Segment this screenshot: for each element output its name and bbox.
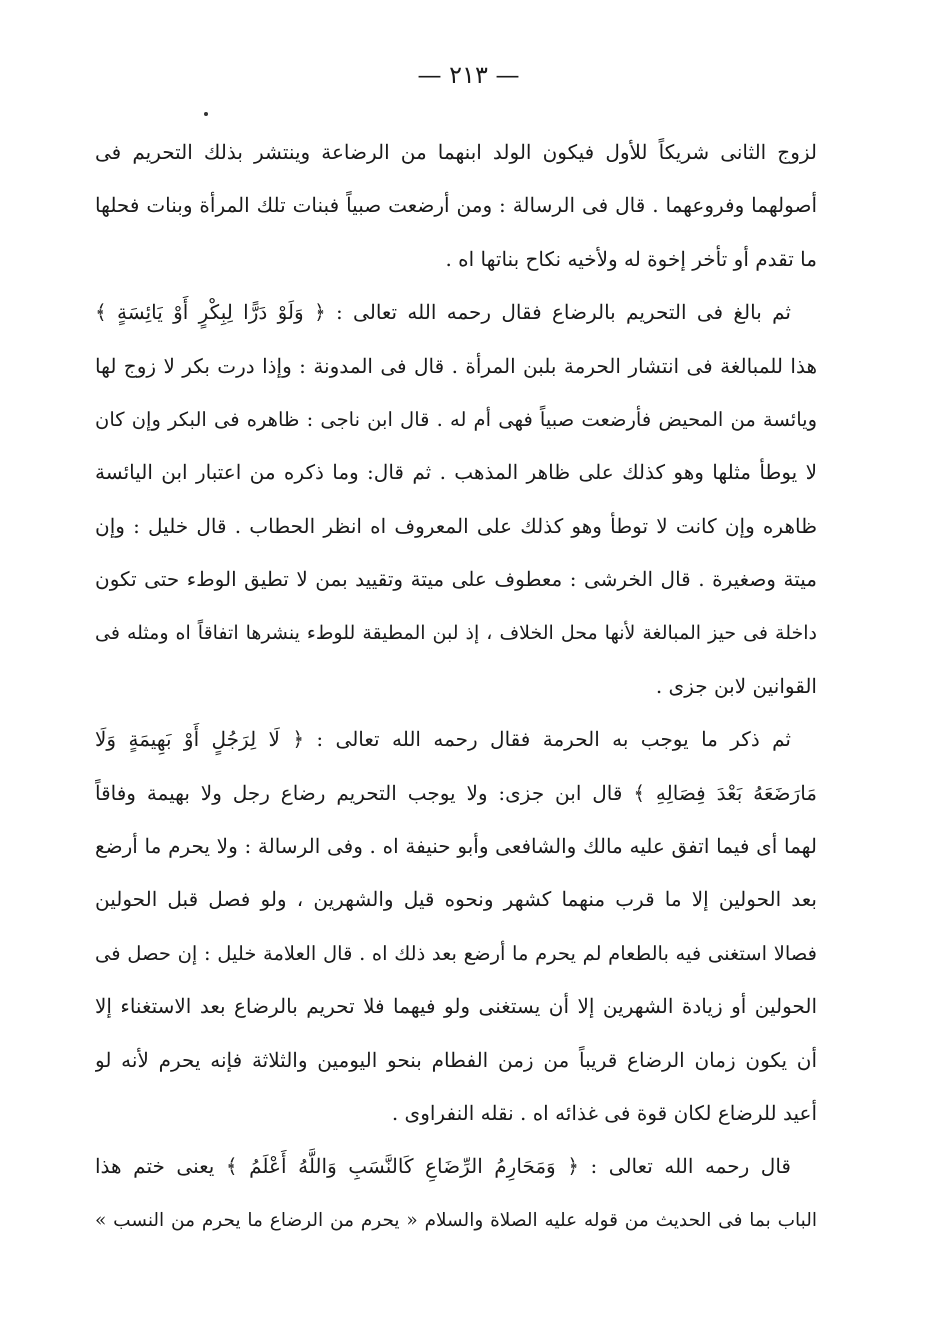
text-line: الباب بما فى الحديث من قوله عليه الصلاة والسلام « يحرم من الرضاع ما يحرم من النسب » bbox=[95, 1209, 817, 1231]
text-line: لا يوطأ مثلها وهو كذلك على ظاهر المذهب . ثم قال: وما ذكره من اعتبار ابن اليائسة bbox=[95, 460, 817, 485]
text-line: داخلة فى حيز المبالغة لأنها محل الخلاف ، إذ لبن المطيقة للوطء ينشرها اتفاقاً اه ومثله فى bbox=[95, 621, 817, 644]
body-text bbox=[95, 126, 817, 1247]
text-line: أن يكون زمان الرضاع قريباً من زمن الفطام بنحو اليومين والثلاثة فإنه يحرم لأنه لو bbox=[95, 1047, 817, 1072]
text-line: هذا للمبالغة فى انتشار الحرمة بلبن المرأة . قال فى المدونة : وإذا درت بكر لا زوج لها bbox=[95, 353, 817, 378]
text-line: بعد الحولين إلا ما قرب منهما كشهر ونحوه قيل والشهرين ، ولو فصل قبل الحولين bbox=[95, 887, 817, 912]
text-line: أعيد للرضاع لكان قوة فى غذائه اه . نقله النفراوى . bbox=[391, 1101, 817, 1126]
text-line: الحولين أو زيادة الشهرين إلا أن يستغنى ولو فيهما فلا تحريم بالرضاع بعد الاستغناء إلا bbox=[95, 994, 817, 1019]
text-line: لهما أى فيما اتفق عليه مالك والشافعى وأبو حنيفة اه . وفى الرسالة : ولا يحرم ما أرضع bbox=[95, 834, 817, 859]
text-line: مَارَضَعَهُ بَعْدَ فِصَالِهِ ﴾ قال ابن جزى: ولا يوجب التحريم رضاع رجل ولا بهيمة وفاقاً bbox=[95, 780, 817, 805]
text-line: ثم بالغ فى التحريم بالرضاع فقال رحمه الله تعالى : ﴿ وَلَوْ دَرًّا لِبِكْرٍ أَوْ يَائِسَةٍ ﴾ bbox=[95, 300, 791, 325]
text-line: القوانين لابن جزى . bbox=[655, 673, 817, 698]
ink-dot bbox=[204, 112, 208, 116]
text-line: ظاهره وإن كانت لا توطأ وهو كذلك على المعروف اه انظر الحطاب . قال خليل : وإن bbox=[95, 513, 817, 538]
text-line: ما تقدم أو تأخر إخوة له ولأخيه نكاح بناتها اه . bbox=[445, 246, 817, 271]
text-line: ثم ذكر ما يوجب به الحرمة فقال رحمه الله تعالى : ﴿ لَا لِرَجُلٍ أَوْ بَهِيمَةٍ وَلَا bbox=[95, 727, 791, 752]
text-line: لزوج الثانى شريكاً للأول فيكون الولد ابنهما من الرضاعة وينتشر بذلك التحريم فى bbox=[95, 140, 817, 164]
page-number: — ٢١٣ — bbox=[417, 61, 520, 89]
text-line: فصالا استغنى فيه بالطعام لم يحرم ما أرضع بعد ذلك اه . قال العلامة خليل : إن حصل فى bbox=[95, 941, 817, 965]
text-line: أصولهما وفروعهما . قال فى الرسالة : ومن أرضعت صبياً فبنات تلك المرأة وبنات فحلها bbox=[95, 193, 817, 218]
text-line: قال رحمه الله تعالى : ﴿ وَمَحَارِمُ الرِّضَاعِ كَالنَّسَبِ وَاللَّهُ أَعْلَمُ ﴾ يعنى ختم هذا bbox=[95, 1154, 791, 1179]
text-line: ويائسة من المحيض فأرضعت صبياً فهى أم له . قال ابن ناجى : ظاهره فى البكر وإن كان bbox=[95, 407, 817, 431]
text-line: ميتة وصغيرة . قال الخرشى : معطوف على ميتة وتقييد بمن لا تطيق الوطء حتى تكون bbox=[95, 567, 817, 592]
